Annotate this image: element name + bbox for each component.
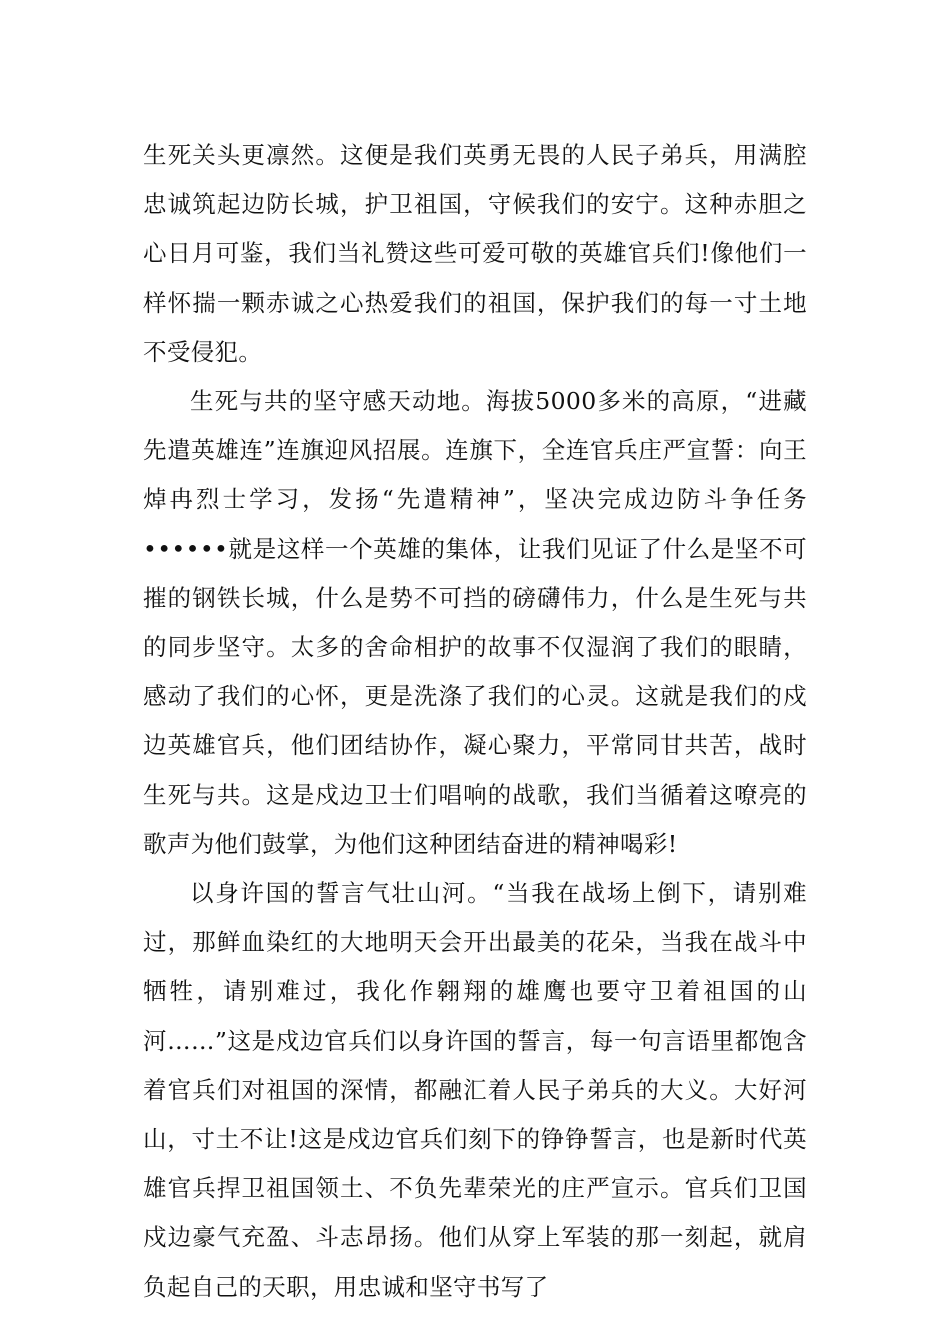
paragraph-1: 生死关头更凛然。这便是我们英勇无畏的人民子弟兵，用满腔忠诚筑起边防长城，护卫祖国，守候我们的安宁。这种赤胆之心日月可鉴，我们当礼赞这些可爱可敬的英雄官兵们!像他们一样怀揣一颗赤诚之心热爱我们的祖国，保护我们的每一寸土地不受侵犯。: [143, 141, 807, 366]
paragraph-2: 生死与共的坚守感天动地。海拔5000多米的高原，“进藏先遣英雄连”连旗迎风招展。连旗下，全连官兵庄严宣誓：向王焯冉烈士学习，发扬“先遣精神”，坚决完成边防斗争任务••••••就是这样一个英雄的集体，让我们见证了什么是坚不可摧的钢铁长城，什么是势不可挡的磅礴伟力，什么是生死与共的同步坚守。太多的舍命相护的故事不仅湿润了我们的眼睛，感动了我们的心怀，更是洗涤了我们的心灵。这就是我们的戍边英雄官兵，他们团结协作，凝心聚力，平常同甘共苦，战时生死与共。这是戍边卫士们唱响的战歌，我们当循着这嘹亮的歌声为他们鼓掌，为他们这种团结奋进的精神喝彩!: [143, 387, 807, 858]
paragraph-3: 以身许国的誓言气壮山河。“当我在战场上倒下，请别难过，那鲜血染红的大地明天会开出最美的花朵，当我在战斗中牺牲，请别难过，我化作翱翔的雄鹰也要守卫着祖国的山河……”这是戍边官兵们以身许国的誓言，每一句言语里都饱含着官兵们对祖国的深情，都融汇着人民子弟兵的大义。大好河山，寸土不让!这是戍边官兵们刻下的铮铮誓言，也是新时代英雄官兵捍卫祖国领土、不负先辈荣光的庄严宣示。官兵们卫国戍边豪气充盈、斗志昂扬。他们从穿上军装的那一刻起，就肩负起自己的天职，用忠诚和坚守书写了: [143, 879, 807, 1301]
document-body: [143, 131, 807, 1312]
